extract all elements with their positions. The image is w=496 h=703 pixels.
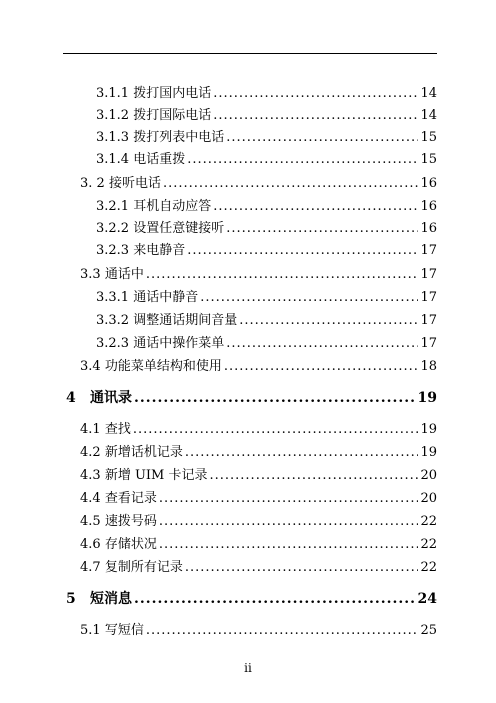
toc-entry-number: 3. 2 — [80, 176, 105, 191]
toc-entry-number: 3.2.3 — [96, 243, 130, 258]
toc-chapter-number: 5 — [66, 591, 76, 607]
dot-leader — [187, 152, 418, 168]
dot-leader — [185, 560, 419, 576]
dot-leader — [226, 130, 418, 146]
toc-entry-page: 17 — [420, 267, 437, 282]
toc-entry-number: 4.3 — [80, 468, 101, 483]
header-rule — [63, 53, 437, 54]
toc-entry-title: 复制所有记录 — [104, 560, 183, 575]
toc-chapter-entry[interactable] — [66, 591, 437, 607]
toc-entry-page: 19 — [417, 390, 437, 406]
toc-entry[interactable] — [96, 221, 437, 237]
toc-entry-page: 25 — [420, 623, 437, 638]
toc-entry-page: 20 — [420, 491, 437, 506]
toc-entry-title: 设置任意键接听 — [133, 221, 225, 236]
toc-entry-number: 4.5 — [80, 514, 101, 529]
toc-entry-number: 4.7 — [80, 560, 101, 575]
toc-entry-number: 3.2.1 — [96, 199, 130, 214]
dot-leader — [185, 445, 419, 461]
dot-leader — [163, 176, 418, 192]
toc-entry-title: 新增话机记录 — [104, 445, 183, 460]
toc-entry-number: 3.1.3 — [96, 130, 130, 145]
page-number: ii — [244, 661, 252, 675]
toc-entry-number: 4.2 — [80, 445, 101, 460]
toc-chapter-title: 短消息 — [90, 591, 132, 607]
dot-leader — [226, 336, 418, 352]
dot-leader — [200, 290, 418, 306]
dot-leader — [159, 537, 419, 553]
toc-entry-page: 14 — [420, 86, 437, 101]
toc-entry[interactable] — [80, 623, 437, 639]
toc-entry[interactable] — [80, 514, 437, 530]
dot-leader — [134, 591, 416, 607]
dot-leader — [239, 313, 418, 329]
toc-entry-page: 15 — [420, 152, 437, 167]
dot-leader — [213, 86, 418, 102]
toc-entry[interactable] — [96, 243, 437, 259]
toc-entry-page: 24 — [417, 591, 437, 607]
toc-entry-number: 3.3.1 — [96, 290, 130, 305]
toc-entry-page: 16 — [420, 221, 437, 236]
toc-entry-number: 3.2.2 — [96, 221, 130, 236]
toc-entry[interactable] — [80, 359, 437, 375]
toc-entry-number: 3.1.1 — [96, 86, 130, 101]
toc-entry-title: 拨打国际电话 — [133, 108, 212, 123]
toc-entry-number: 5.1 — [80, 623, 101, 638]
toc-entry-title: 查看记录 — [104, 491, 157, 506]
dot-leader — [187, 243, 418, 259]
toc-entry-page: 17 — [420, 290, 437, 305]
toc-entry[interactable] — [80, 468, 437, 484]
toc-entry[interactable] — [96, 199, 437, 215]
toc-entry[interactable] — [96, 130, 437, 146]
toc-chapter-entry[interactable] — [66, 390, 437, 406]
dot-leader — [159, 514, 419, 530]
toc-entry[interactable] — [96, 290, 437, 306]
toc-entry-number: 3.4 — [80, 359, 101, 374]
toc-entry-page: 22 — [420, 537, 437, 552]
toc-entry-page: 19 — [420, 422, 437, 437]
dot-leader — [146, 623, 419, 639]
toc-entry-title: 来电静音 — [133, 243, 186, 258]
toc-entry-title: 查找 — [104, 422, 131, 437]
toc-entry-number: 4.1 — [80, 422, 101, 437]
toc-entry-title: 通话中操作菜单 — [133, 336, 225, 351]
toc-entry[interactable] — [80, 537, 437, 553]
toc-entry-page: 19 — [420, 445, 437, 460]
toc-entry-number: 3.3 — [80, 267, 101, 282]
toc-entry-title: 拨打国内电话 — [133, 86, 212, 101]
toc-entry-page: 18 — [420, 359, 437, 374]
toc-entry-title: 接听电话 — [108, 176, 161, 191]
dot-leader — [213, 108, 418, 124]
toc-entry-title: 耳机自动应答 — [133, 199, 212, 214]
toc-entry-number: 3.3.2 — [96, 313, 130, 328]
toc-entry[interactable] — [96, 152, 437, 168]
toc-entry[interactable] — [80, 422, 437, 438]
dot-leader — [224, 359, 419, 375]
dot-leader — [226, 221, 418, 237]
toc-entry[interactable] — [80, 176, 437, 192]
toc-entry-page: 14 — [420, 108, 437, 123]
dot-leader — [134, 390, 416, 406]
toc-entry-number: 3.1.4 — [96, 152, 130, 167]
toc-entry-number: 4.4 — [80, 491, 101, 506]
toc-entry-page: 17 — [420, 336, 437, 351]
dot-leader — [133, 422, 419, 438]
toc-entry-title: 存储状况 — [104, 537, 157, 552]
dot-leader — [159, 491, 419, 507]
toc-entry-page: 16 — [420, 199, 437, 214]
toc-chapter-title: 通讯录 — [90, 390, 132, 406]
toc-entry-title: 速拨号码 — [104, 514, 157, 529]
toc-entry-page: 17 — [420, 243, 437, 258]
toc-entry-page: 20 — [420, 468, 437, 483]
toc-entry[interactable] — [80, 560, 437, 576]
toc-entry-title: 新增 UIM 卡记录 — [104, 468, 208, 483]
toc-entry[interactable] — [96, 108, 437, 124]
toc-entry-title: 功能菜单结构和使用 — [104, 359, 222, 374]
toc-entry-number: 3.1.2 — [96, 108, 130, 123]
toc-entry[interactable] — [80, 267, 437, 283]
dot-leader — [146, 267, 419, 283]
toc-entry-page: 17 — [420, 313, 437, 328]
toc-entry-page: 22 — [420, 560, 437, 575]
toc-chapter-number: 4 — [66, 390, 76, 406]
toc-entry-title: 电话重拨 — [133, 152, 186, 167]
toc-entry[interactable] — [96, 313, 437, 329]
toc-entry-title: 通话中 — [104, 267, 144, 282]
toc-entry-page: 15 — [420, 130, 437, 145]
toc-entry-title: 通话中静音 — [133, 290, 199, 305]
toc-entry-page: 22 — [420, 514, 437, 529]
dot-leader — [213, 199, 418, 215]
toc-entry-title: 拨打列表中电话 — [133, 130, 225, 145]
toc-entry-title: 调整通话期间音量 — [133, 313, 238, 328]
toc-entry[interactable] — [96, 336, 437, 352]
toc-entry-title: 写短信 — [104, 623, 144, 638]
toc-entry-number: 3.2.3 — [96, 336, 130, 351]
toc-entry[interactable] — [80, 491, 437, 507]
toc-entry[interactable] — [80, 445, 437, 461]
dot-leader — [210, 468, 419, 484]
toc-entry-page: 16 — [420, 176, 437, 191]
toc-entry-number: 4.6 — [80, 537, 101, 552]
toc-entry[interactable] — [96, 86, 437, 102]
